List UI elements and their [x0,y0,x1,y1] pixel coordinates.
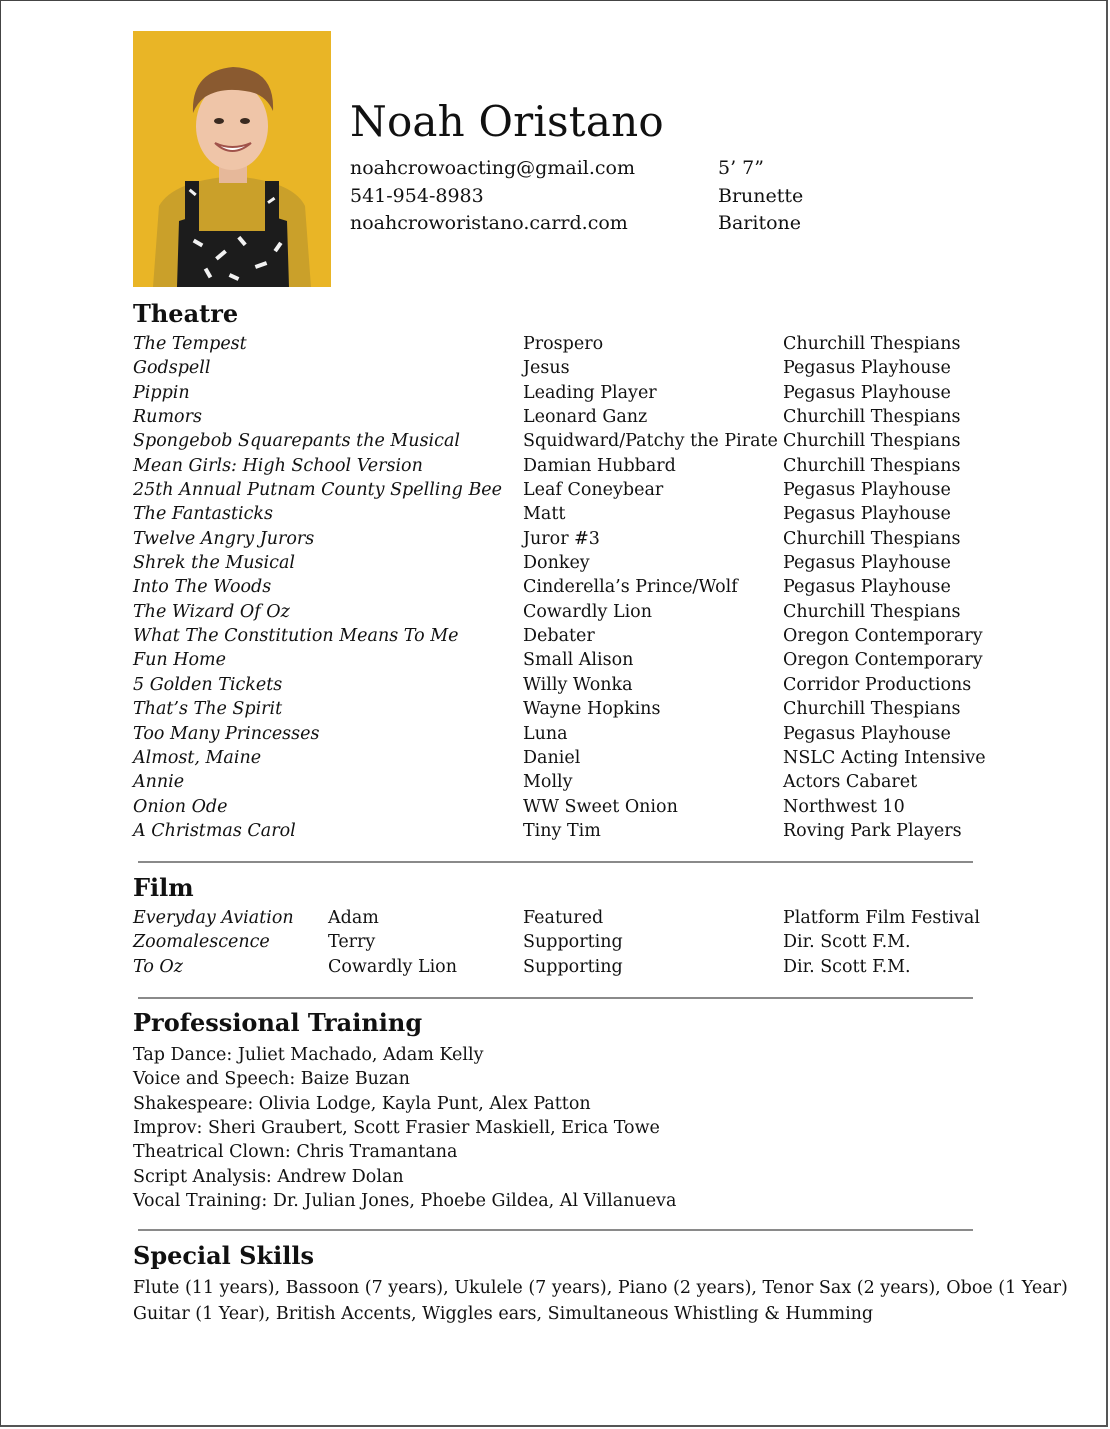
company-name: NSLC Acting Intensive [783,747,986,768]
show-title: 5 Golden Tickets [133,674,283,695]
list-item: Script Analysis: Andrew Dolan [133,1166,404,1187]
show-title: The Tempest [133,334,247,354]
film-title: To Oz [133,956,183,977]
role-name: Willy Wonka [523,674,633,695]
role-name: Donkey [523,553,590,574]
headshot-illustration [133,31,331,287]
skills-line: Guitar (1 Year), British Accents, Wiggles ears, Simultaneous Whistling & Humming [133,1303,874,1324]
role-name: Wayne Hopkins [523,699,661,720]
company-name: Oregon Contemporary [783,650,983,671]
show-title: Rumors [133,407,202,428]
show-title: Pippin [133,382,190,403]
role-name: Jesus [523,358,570,379]
role-name: Leaf Coneybear [523,480,664,501]
film-credit: Dir. Scott F.M. [783,932,911,953]
voice-type-value: Baritone [718,212,802,234]
actor-name: Noah Oristano [350,97,664,146]
film-title: Everyday Aviation [133,908,294,928]
role-name: Luna [523,723,568,744]
show-title: Annie [133,772,185,793]
company-name: Roving Park Players [783,820,962,841]
role-name: Small Alison [523,650,634,671]
show-title: Fun Home [133,650,226,671]
company-name: Pegasus Playhouse [783,504,951,525]
role-name: Juror #3 [523,528,600,549]
skills-text [133,1276,1068,1327]
show-title: The Fantasticks [133,504,273,525]
list-item: Voice and Speech: Baize Buzan [133,1069,410,1090]
role-type: Featured [523,908,604,928]
role-name: Cowardly Lion [523,601,652,622]
company-name: Pegasus Playhouse [783,577,951,598]
height-value: 5’ 7” [718,157,764,179]
contact-info [350,155,635,238]
website-link[interactable]: noahcroworistano.carrd.com [350,212,628,234]
role-name: Leading Player [523,382,657,403]
skills-line: Flute (11 years), Bassoon (7 years), Ukulele (7 years), Piano (2 years), Tenor Sax (2 years), Oboe (1 Year) [133,1278,1068,1298]
role-name: Adam [328,908,379,928]
show-title: 25th Annual Putnam County Spelling Bee [133,480,503,501]
role-name: WW Sweet Onion [523,796,678,817]
company-name: Churchill Thespians [783,528,961,549]
company-name: Pegasus Playhouse [783,358,951,379]
training-list [133,1043,676,1213]
role-name: Cowardly Lion [328,956,457,977]
film-credit: Platform Film Festival [783,908,980,928]
list-item: Tap Dance: Juliet Machado, Adam Kelly [133,1045,484,1065]
physical-stats [718,155,803,238]
role-name: Leonard Ganz [523,407,648,428]
show-title: Almost, Maine [133,747,262,768]
role-name: Prospero [523,334,604,354]
show-title: Too Many Princesses [133,723,320,744]
company-name: Oregon Contemporary [783,626,983,647]
role-name: Damian Hubbard [523,455,676,476]
role-name: Tiny Tim [523,820,601,841]
film-credit: Dir. Scott F.M. [783,956,911,977]
email-link[interactable]: noahcrowoacting@gmail.com [350,157,635,179]
film-heading: Film [133,873,194,902]
show-title: Into The Woods [133,577,272,598]
role-name: Molly [523,772,573,793]
film-title: Zoomalescence [133,932,270,953]
theatre-heading: Theatre [133,299,239,328]
company-name: Northwest 10 [783,796,905,817]
list-item: Shakespeare: Olivia Lodge, Kayla Punt, Alex Patton [133,1093,591,1114]
company-name: Pegasus Playhouse [783,723,951,744]
company-name: Actors Cabaret [783,772,918,793]
company-name: Churchill Thespians [783,407,961,428]
role-name: Matt [523,504,566,525]
company-name: Churchill Thespians [783,431,961,452]
show-title: The Wizard Of Oz [133,601,290,622]
skills-heading: Special Skills [133,1241,314,1270]
company-name: Pegasus Playhouse [783,382,951,403]
phone-number: 541-954-8983 [350,184,484,207]
role-name: Debater [523,626,595,647]
show-title: Twelve Angry Jurors [133,528,315,549]
role-type: Supporting [523,956,623,977]
company-name: Churchill Thespians [783,601,961,622]
company-name: Pegasus Playhouse [783,553,951,574]
company-name: Churchill Thespians [783,334,961,354]
company-name: Churchill Thespians [783,455,961,476]
section-divider [138,861,973,863]
role-name: Terry [328,932,376,953]
role-name: Squidward/Patchy the Pirate [523,431,778,452]
section-divider [138,997,973,999]
show-title: A Christmas Carol [133,820,296,841]
role-name: Daniel [523,747,581,768]
hair-value: Brunette [718,184,804,207]
show-title: Godspell [133,358,211,379]
company-name: Corridor Productions [783,674,972,695]
training-heading: Professional Training [133,1008,423,1037]
show-title: Spongebob Squarepants the Musical [133,431,460,452]
list-item: Theatrical Clown: Chris Tramantana [133,1142,458,1163]
headshot-photo [133,31,331,287]
role-type: Supporting [523,932,623,953]
show-title: What The Constitution Means To Me [133,626,459,647]
company-name: Pegasus Playhouse [783,480,951,501]
company-name: Churchill Thespians [783,699,961,720]
show-title: Mean Girls: High School Version [133,455,423,476]
section-divider [138,1229,973,1231]
list-item: Vocal Training: Dr. Julian Jones, Phoebe Gildea, Al Villanueva [133,1191,677,1212]
show-title: That’s The Spirit [133,699,283,720]
role-name: Cinderella’s Prince/Wolf [523,577,738,598]
show-title: Shrek the Musical [133,553,295,574]
show-title: Onion Ode [133,796,228,817]
list-item: Improv: Sheri Graubert, Scott Frasier Maskiell, Erica Towe [133,1118,660,1139]
